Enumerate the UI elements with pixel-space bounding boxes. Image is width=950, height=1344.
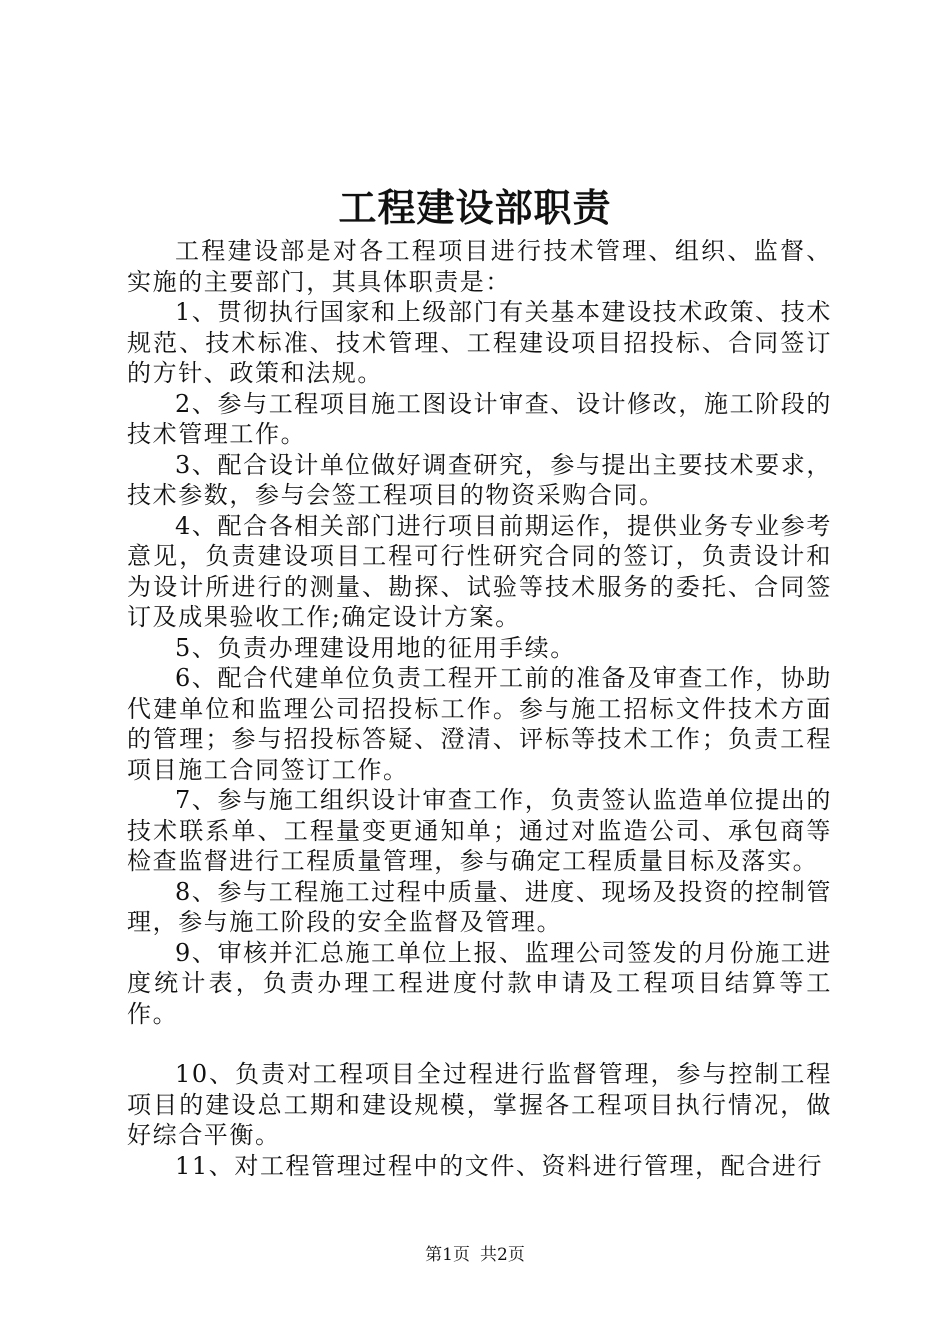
paragraph-item-11: 11、对工程管理过程中的文件、资料进行管理，配合进行 [175, 1151, 824, 1180]
paragraph-item-8: 8、参与工程施工过程中质量、进度、现场及投资的控制管理，参与施工阶段的安全监督及管理。 [127, 877, 832, 936]
paragraph-item-9: 9、审核并汇总施工单位上报、监理公司签发的月份施工进度统计表，负责办理工程进度付款申请及工程项目结算等工作。 [127, 938, 832, 1028]
document-title: 工程建设部职责 [338, 185, 612, 230]
paragraph-item-7: 7、参与施工组织设计审查工作，负责签认监造单位提出的技术联系单、工程量变更通知单；通过对监造公司、承包商等检查监督进行工程质量管理，参与确定工程质量目标及落实。 [127, 786, 832, 875]
paragraph-item-4: 4、配合各相关部门进行项目前期运作，提供业务专业参考意见，负责建设项目工程可行性研究合同的签订，负责设计和为设计所进行的测量、勘探、试验等技术服务的委托、合同签订及成果验收工作;确定设计方案。 [127, 511, 832, 631]
page-total: 共2页 [480, 1245, 525, 1265]
paragraph-item-1: 1、贯彻执行国家和上级部门有关基本建设技术政策、技术规范、技术标准、技术管理、工程建设项目招投标、合同签订的方针、政策和法规。 [127, 298, 832, 387]
page-footer [0, 1244, 950, 1266]
paragraph-item-10: 10、负责对工程项目全过程进行监督管理，参与控制工程项目的建设总工期和建设规模，掌握各工程项目执行情况，做好综合平衡。 [127, 1060, 832, 1149]
paragraph-item-3: 3、配合设计单位做好调查研究，参与提出主要技术要求，技术参数，参与会签工程项目的物资采购合同。 [127, 450, 832, 509]
paragraph-item-6: 6、配合代建单位负责工程开工前的准备及审查工作，协助代建单位和监理公司招投标工作。参与施工招标文件技术方面的管理；参与招投标答疑、澄清、评标等技术工作；负责工程项目施工合同签订工作。 [127, 664, 832, 784]
page-number: 第1页 [425, 1245, 470, 1265]
paragraph-item-2: 2、参与工程项目施工图设计审查、设计修改，施工阶段的技术管理工作。 [127, 389, 832, 448]
paragraph-intro: 工程建设部是对各工程项目进行技术管理、组织、监督、实施的主要部门，其具体职责是： [127, 237, 832, 296]
paragraph-item-5: 5、负责办理建设用地的征用手续。 [175, 633, 576, 662]
document-body [127, 236, 832, 1181]
